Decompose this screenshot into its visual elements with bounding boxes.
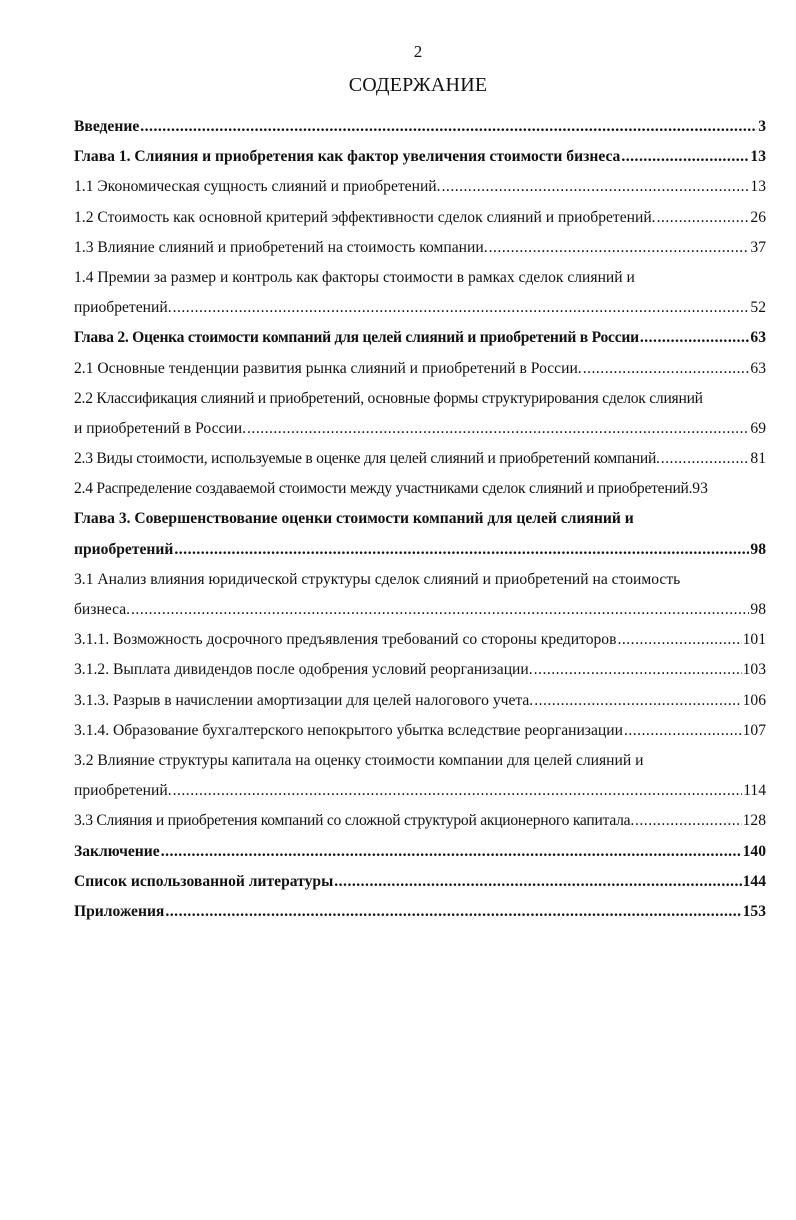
dot-leader [657, 203, 750, 233]
toc-entry-2-2-continuation [74, 414, 766, 444]
toc-entry-page: 114 [743, 782, 766, 800]
toc-entry-3-1-3 [74, 686, 766, 716]
toc-entry-text: 1.4 Премии за размер и контроль как факторы стоимости в рамках сделок слияний и [74, 268, 635, 286]
toc-entry-3-1-1 [74, 625, 766, 655]
toc-entry-text: Глава 2. Оценка стоимости компаний для целей слияний и приобретений в России [74, 329, 639, 347]
toc-entry-text-continuation: приобретений. [74, 299, 172, 317]
toc-entry-page: 144 [742, 872, 766, 890]
toc-entry-text: Список использованной литературы [74, 872, 334, 890]
toc-entry-page: 63 [750, 359, 766, 377]
toc-entry-appendices [74, 897, 766, 927]
toc-entry-page: 37 [750, 238, 766, 256]
toc-entry-3-2 [74, 746, 766, 776]
toc-entry-page: 81 [750, 450, 766, 468]
dot-leader [334, 867, 741, 897]
toc-entry-3-1 [74, 565, 766, 595]
toc-entry-chapter-3-continuation [74, 535, 766, 565]
dot-leader [617, 625, 741, 655]
toc-entry-text: 1.3 Влияние слияний и приобретений на стоимость компании. [74, 238, 488, 256]
toc-entry-text-continuation: приобретений [74, 540, 174, 558]
toc-entry-page: 69 [750, 419, 766, 437]
toc-entry-text-continuation: бизнеса. [74, 601, 131, 618]
dot-leader [661, 444, 750, 474]
dot-leader [489, 233, 750, 263]
dot-leader [640, 323, 750, 353]
dot-leader [131, 595, 749, 625]
toc-entry-page: 98 [750, 601, 766, 618]
dot-leader [173, 776, 743, 806]
toc-entry-page: 3 [758, 118, 766, 135]
toc-entry-3-1-4 [74, 716, 766, 746]
toc-entry-page: 13 [750, 148, 766, 166]
toc-entry-text-continuation: и приобретений в России. [74, 419, 247, 437]
toc-entry-text: 1.1 Экономическая сущность слияний и приобретений. [74, 178, 441, 196]
toc-entry-text: Глава 1. Слияния и приобретения как фактор увеличения стоимости бизнеса [74, 148, 621, 166]
toc-entry-text: 3.3 Слияния и приобретения компаний со сложной структурой акционерного капитала. [74, 812, 634, 830]
toc-title: СОДЕРЖАНИЕ [348, 74, 488, 96]
toc-entry-conclusion [74, 837, 766, 867]
table-of-contents [74, 112, 766, 927]
dot-leader [161, 837, 742, 867]
toc-entry-2-2 [74, 384, 766, 414]
toc-entry-chapter-3 [74, 504, 766, 534]
dot-leader [442, 172, 750, 202]
toc-entry-text: Глава 3. Совершенствование оценки стоимости компаний для целей слияний и [74, 510, 634, 528]
dot-leader [173, 293, 750, 323]
dot-leader [583, 354, 750, 384]
toc-entry-3-2-continuation [74, 776, 766, 806]
toc-entry-text: Приложения [74, 902, 165, 920]
toc-entry-2-3 [74, 444, 766, 474]
dot-leader [534, 686, 741, 716]
toc-entry-3-1-continuation [74, 595, 766, 625]
toc-entry-chapter-1 [74, 142, 766, 172]
toc-entry-page: 98 [750, 540, 766, 558]
toc-entry-references [74, 867, 766, 897]
toc-entry-2-4 [74, 474, 766, 504]
toc-entry-page: 26 [750, 208, 766, 226]
toc-entry-page: 103 [742, 661, 766, 679]
dot-leader [624, 716, 742, 746]
toc-entry-page: 52 [750, 299, 766, 317]
toc-entry-1-4 [74, 263, 766, 293]
toc-entry-text-continuation: приобретений. [74, 782, 172, 800]
page-number: 2 [413, 42, 423, 61]
toc-entry-text: 3.1 Анализ влияния юридической структуры сделок слияний и приобретений на стоимость [74, 570, 681, 588]
toc-entry-page: 107 [742, 721, 766, 739]
toc-entry-page: 153 [742, 902, 766, 920]
dot-leader [635, 806, 742, 836]
toc-entry-page: 101 [742, 631, 766, 649]
toc-entry-page: 128 [742, 812, 766, 830]
toc-entry-1-3 [74, 233, 766, 263]
toc-entry-chapter-2 [74, 323, 766, 353]
toc-entry-text: 3.2 Влияние структуры капитала на оценку стоимости компании для целей слияний и [74, 751, 644, 769]
toc-entry-text: 2.4 Распределение создаваемой стоимости между участниками сделок слияний и приобретений. [74, 480, 693, 498]
toc-entry-text: 1.2 Стоимость как основной критерий эффективности сделок слияний и приобретений. [74, 208, 656, 226]
toc-entry-page: 13 [750, 178, 766, 196]
toc-entry-2-1 [74, 354, 766, 384]
toc-entry-text: 3.1.2. Выплата дивидендов после одобрения условий реорганизации. [74, 661, 533, 679]
dot-leader [534, 655, 742, 685]
toc-entry-1-4-continuation [74, 293, 766, 323]
dot-leader [165, 897, 741, 927]
dot-leader [247, 414, 749, 444]
toc-entry-text: 3.1.4. Образование бухгалтерского непокрытого убытка вследствие реорганизации [74, 721, 623, 739]
toc-entry-1-2 [74, 203, 766, 233]
toc-entry-text: 3.1.1. Возможность досрочного предъявления требований со стороны кредиторов [74, 631, 617, 649]
toc-entry-text: 2.3 Виды стоимости, используемые в оценке для целей слияний и приобретений компаний. [74, 450, 660, 468]
toc-entry-1-1 [74, 172, 766, 202]
toc-entry-introduction [74, 112, 766, 142]
toc-entry-text: Введение [74, 118, 140, 135]
toc-entry-text: Заключение [74, 842, 160, 860]
dot-leader [621, 142, 749, 172]
toc-entry-page: 106 [742, 691, 766, 709]
toc-entry-page: 93 [692, 480, 708, 498]
toc-entry-page: 63 [750, 329, 766, 347]
toc-entry-3-1-2 [74, 655, 766, 685]
toc-entry-3-3 [74, 806, 766, 836]
toc-entry-text: 2.2 Классификация слияний и приобретений, основные формы структурирования сделок слияний [74, 389, 703, 407]
toc-entry-page: 140 [742, 842, 766, 860]
toc-entry-text: 2.1 Основные тенденции развития рынка слияний и приобретений в России. [74, 359, 582, 377]
dot-leader [174, 535, 749, 565]
toc-entry-text: 3.1.3. Разрыв в начислении амортизации для целей налогового учета. [74, 691, 534, 709]
dot-leader [140, 112, 757, 142]
